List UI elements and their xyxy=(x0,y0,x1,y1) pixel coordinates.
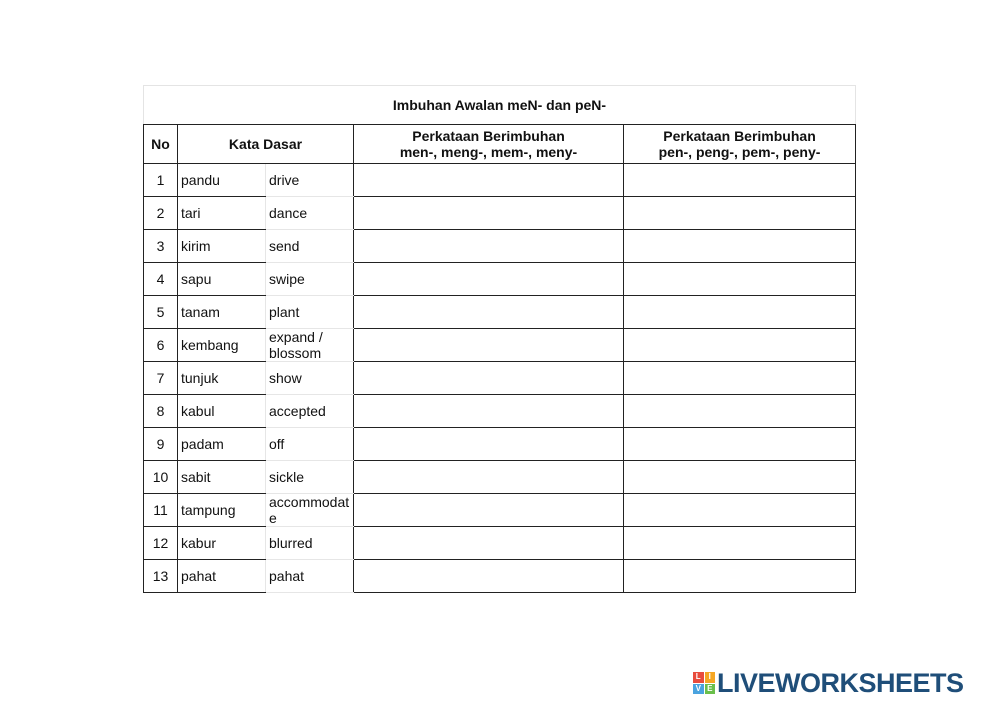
answer-men-field[interactable] xyxy=(354,197,624,230)
table-row xyxy=(144,428,856,461)
table-row xyxy=(144,527,856,560)
row-number: 4 xyxy=(144,263,178,296)
english-meaning: accepted xyxy=(266,395,354,428)
answer-pen-field[interactable] xyxy=(624,197,856,230)
table-row xyxy=(144,494,856,527)
header-men-prefix xyxy=(354,125,624,164)
answer-pen-field[interactable] xyxy=(624,296,856,329)
base-word: sabit xyxy=(178,461,266,494)
answer-men-field[interactable] xyxy=(354,395,624,428)
row-number: 5 xyxy=(144,296,178,329)
base-word: tari xyxy=(178,197,266,230)
table-row xyxy=(144,362,856,395)
header-pen-line2: pen-, peng-, pem-, peny- xyxy=(658,144,821,160)
answer-pen-field[interactable] xyxy=(624,494,856,527)
table-row xyxy=(144,395,856,428)
answer-pen-field[interactable] xyxy=(624,230,856,263)
english-meaning: swipe xyxy=(266,263,354,296)
answer-men-field[interactable] xyxy=(354,428,624,461)
table-row xyxy=(144,296,856,329)
logo-text: LIVEWORKSHEETS xyxy=(717,668,964,698)
base-word: tampung xyxy=(178,494,266,527)
english-meaning: sickle xyxy=(266,461,354,494)
worksheet xyxy=(143,85,855,593)
row-number: 7 xyxy=(144,362,178,395)
table-row xyxy=(144,164,856,197)
answer-pen-field[interactable] xyxy=(624,329,856,362)
base-word: kabul xyxy=(178,395,266,428)
logo-mark-icon xyxy=(693,672,715,694)
base-word: kirim xyxy=(178,230,266,263)
english-meaning: drive xyxy=(266,164,354,197)
base-word: kabur xyxy=(178,527,266,560)
row-number: 3 xyxy=(144,230,178,263)
table-row xyxy=(144,263,856,296)
base-word: padam xyxy=(178,428,266,461)
answer-pen-field[interactable] xyxy=(624,263,856,296)
table-row xyxy=(144,230,856,263)
row-number: 6 xyxy=(144,329,178,362)
answer-pen-field[interactable] xyxy=(624,164,856,197)
answer-pen-field[interactable] xyxy=(624,461,856,494)
answer-men-field[interactable] xyxy=(354,494,624,527)
answer-men-field[interactable] xyxy=(354,230,624,263)
english-meaning: off xyxy=(266,428,354,461)
answer-men-field[interactable] xyxy=(354,362,624,395)
row-number: 11 xyxy=(144,494,178,527)
table-row xyxy=(144,461,856,494)
table-row xyxy=(144,197,856,230)
english-meaning: accommodate xyxy=(266,494,354,527)
row-number: 8 xyxy=(144,395,178,428)
logo-tile: L xyxy=(693,672,704,683)
worksheet-title: Imbuhan Awalan meN- dan peN- xyxy=(144,86,856,125)
english-meaning: expand / blossom xyxy=(266,329,354,362)
header-base-word: Kata Dasar xyxy=(178,125,354,164)
english-meaning: pahat xyxy=(266,560,354,593)
header-pen-line1: Perkataan Berimbuhan xyxy=(663,128,816,144)
answer-pen-field[interactable] xyxy=(624,560,856,593)
english-meaning: show xyxy=(266,362,354,395)
answer-men-field[interactable] xyxy=(354,164,624,197)
base-word: pandu xyxy=(178,164,266,197)
logo-tile: E xyxy=(705,684,716,695)
base-word: pahat xyxy=(178,560,266,593)
answer-men-field[interactable] xyxy=(354,329,624,362)
english-meaning: dance xyxy=(266,197,354,230)
answer-men-field[interactable] xyxy=(354,296,624,329)
answer-pen-field[interactable] xyxy=(624,362,856,395)
row-number: 13 xyxy=(144,560,178,593)
base-word: kembang xyxy=(178,329,266,362)
row-number: 2 xyxy=(144,197,178,230)
base-word: tunjuk xyxy=(178,362,266,395)
answer-pen-field[interactable] xyxy=(624,527,856,560)
english-meaning: send xyxy=(266,230,354,263)
table-row xyxy=(144,560,856,593)
answer-men-field[interactable] xyxy=(354,263,624,296)
liveworksheets-logo xyxy=(693,668,964,698)
row-number: 1 xyxy=(144,164,178,197)
header-row xyxy=(144,125,856,164)
answer-men-field[interactable] xyxy=(354,560,624,593)
table-row xyxy=(144,329,856,362)
header-men-line1: Perkataan Berimbuhan xyxy=(412,128,565,144)
header-no: No xyxy=(144,125,178,164)
english-meaning: blurred xyxy=(266,527,354,560)
header-pen-prefix xyxy=(624,125,856,164)
answer-men-field[interactable] xyxy=(354,527,624,560)
base-word: tanam xyxy=(178,296,266,329)
base-word: sapu xyxy=(178,263,266,296)
answer-men-field[interactable] xyxy=(354,461,624,494)
worksheet-table xyxy=(143,85,856,593)
row-number: 10 xyxy=(144,461,178,494)
row-number: 9 xyxy=(144,428,178,461)
logo-tile: V xyxy=(693,684,704,695)
answer-pen-field[interactable] xyxy=(624,395,856,428)
answer-pen-field[interactable] xyxy=(624,428,856,461)
logo-tile: I xyxy=(705,672,716,683)
row-number: 12 xyxy=(144,527,178,560)
english-meaning: plant xyxy=(266,296,354,329)
header-men-line2: men-, meng-, mem-, meny- xyxy=(399,144,578,160)
